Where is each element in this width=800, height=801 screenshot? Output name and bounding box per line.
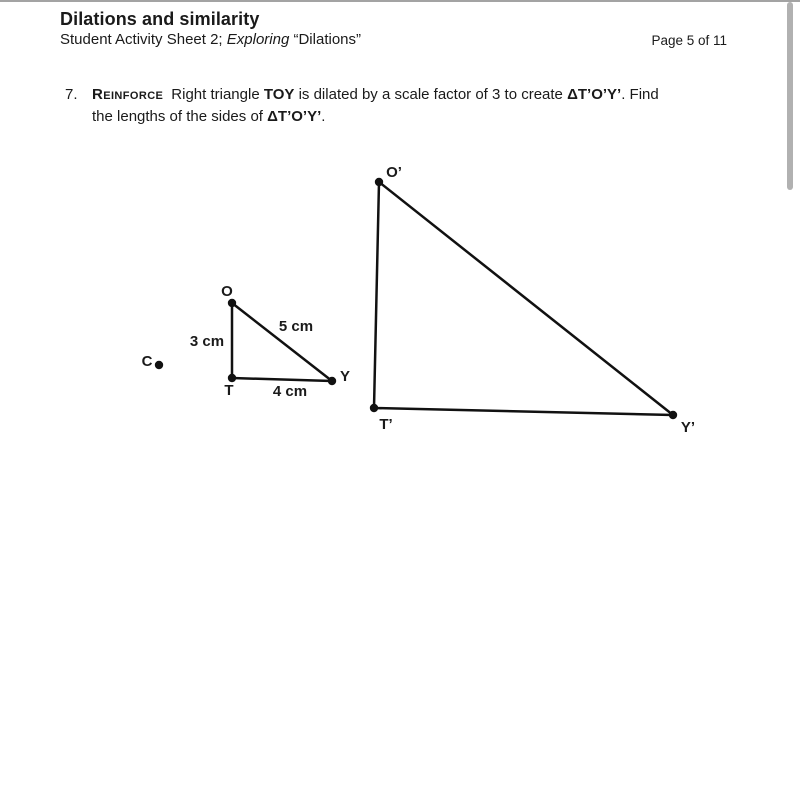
triangle-T'O'Y'-vertex-dot <box>370 404 378 412</box>
triangle-TOY-vertex-label: T <box>224 382 234 400</box>
triangle-TOY-vertex-dot <box>328 377 336 385</box>
triangle-TOY-side-label: 3 cm <box>189 333 225 351</box>
subtitle-suffix: “Dilations” <box>289 31 361 48</box>
triangle-TOY-side-label: 5 cm <box>278 318 314 336</box>
question-number: 7. <box>65 86 78 103</box>
triangle-TOY-vertex-label: O <box>221 283 233 301</box>
question-segment: ΔT’O’Y’ <box>567 86 622 103</box>
question-keyword: Reinforce <box>92 86 164 103</box>
page-number: Page 5 of 11 <box>651 33 727 48</box>
question-segment: . Find <box>621 86 659 103</box>
triangle-TOY-vertex-label: Y <box>339 368 351 386</box>
question-segment: Right triangle <box>171 86 264 103</box>
triangle-T'O'Y'-vertex-label: O’ <box>386 164 402 182</box>
question-segment: TOY <box>263 86 295 103</box>
triangle-T'O'Y'-vertex-dot <box>669 411 677 419</box>
dilation-center-dot <box>155 361 163 369</box>
triangle-T'O'Y'-outline <box>374 182 673 415</box>
question-segment: ΔT’O’Y’ <box>267 108 322 125</box>
question-segment: . <box>321 108 326 125</box>
triangle-TOY-side-label: 4 cm <box>272 383 308 401</box>
triangle-TOY-vertex-dot <box>228 374 236 382</box>
dilation-center-label: C <box>141 353 153 371</box>
triangle-T'O'Y'-vertex-label: Y’ <box>680 419 696 437</box>
triangle-TOY-outline <box>232 303 332 381</box>
question-segment: the lengths of the sides of <box>92 108 268 125</box>
question-segment: is dilated by a scale factor of 3 to create <box>294 86 568 103</box>
subtitle-prefix: Student Activity Sheet 2; <box>60 31 227 48</box>
triangle-T'O'Y'-vertex-dot <box>375 178 383 186</box>
page-title: Dilations and similarity <box>60 9 260 29</box>
triangle-T'O'Y'-vertex-label: T’ <box>379 416 393 434</box>
subtitle-italic: Exploring <box>226 31 290 48</box>
